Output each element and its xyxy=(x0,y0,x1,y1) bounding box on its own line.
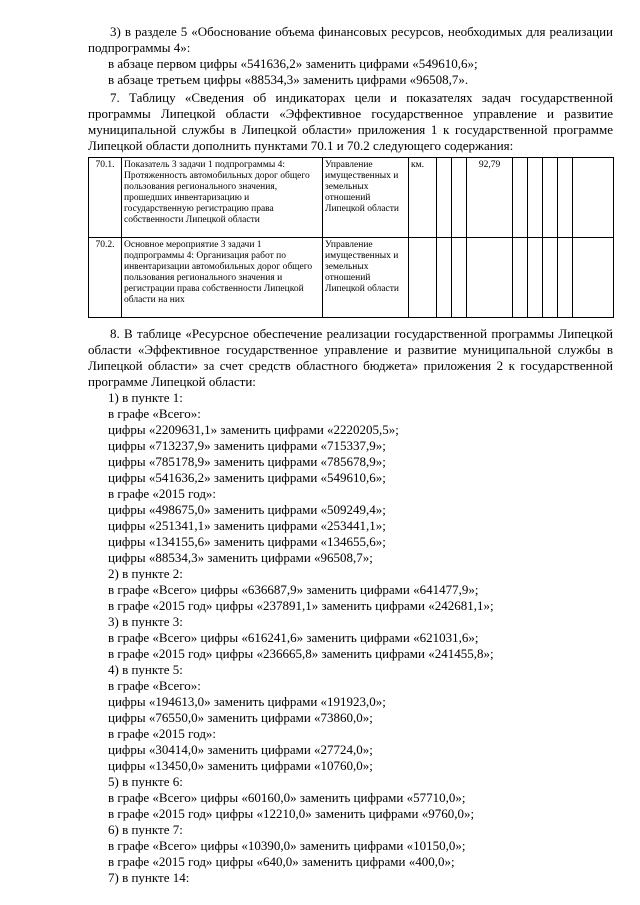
list-item: цифры «498675,0» заменить цифрами «509249,4»; xyxy=(108,502,386,517)
list-item: 6) в пункте 7: xyxy=(108,822,183,837)
row-cell xyxy=(543,238,558,318)
indicators-table xyxy=(88,157,614,318)
list-item: 3) в пункте 3: xyxy=(108,614,183,629)
row-cell xyxy=(467,238,513,318)
row-name: Показатель 3 задачи 1 подпрограммы 4: Протяженность автомобильных дорог общего пользования регионального значения, прошедших инвентаризацию и государственную регистрацию права собственности Липецкой области xyxy=(122,158,323,238)
list-item: в графе «Всего» цифры «60160,0» заменить цифрами «57710,0»; xyxy=(108,790,466,805)
list-item: цифры «30414,0» заменить цифрами «27724,0»; xyxy=(108,742,373,757)
row-cell xyxy=(437,238,452,318)
list-item: цифры «251341,1» заменить цифрами «253441,1»; xyxy=(108,518,386,533)
row-cell xyxy=(437,158,452,238)
list-item: в графе «Всего»: xyxy=(108,678,201,693)
list-item: в графе «2015 год»: xyxy=(108,726,217,741)
table-row xyxy=(89,158,614,238)
list-item: в графе «Всего»: xyxy=(108,406,201,421)
list-item: цифры «134155,6» заменить цифрами «134655,6»; xyxy=(108,534,386,549)
row-cell xyxy=(558,238,573,318)
row-unit: км. xyxy=(409,158,437,238)
paragraph-item-8: 8. В таблице «Ресурсное обеспечение реализации государственной программы Липецкой области «Эффективное государственное управление и развитие муниципальной службы в Липецкой области» за счет средств областного бюджета» приложения 2 к государственной программе Липецкой области: xyxy=(88,326,613,389)
list-item: в графе «2015 год» цифры «237891,1» заменить цифрами «242681,1»; xyxy=(108,598,494,613)
row-cell xyxy=(573,158,614,238)
row-value: 92,79 xyxy=(467,158,513,238)
paragraph-item-3: 3) в разделе 5 «Обоснование объема финансовых ресурсов, необходимых для реализации подпрограммы 4»: xyxy=(88,24,613,55)
table-row xyxy=(89,238,614,318)
list-item: в графе «2015 год» цифры «640,0» заменить цифрами «400,0»; xyxy=(108,854,455,869)
row-cell xyxy=(543,158,558,238)
list-item: в графе «2015 год» цифры «12210,0» заменить цифрами «9760,0»; xyxy=(108,806,475,821)
row-cell xyxy=(528,158,543,238)
list-item: цифры «541636,2» заменить цифрами «549610,6»; xyxy=(108,470,386,485)
list-item: 2) в пункте 2: xyxy=(108,566,183,581)
list-item: цифры «88534,3» заменить цифрами «96508,7»; xyxy=(108,550,373,565)
list-item: цифры «76550,0» заменить цифрами «73860,0»; xyxy=(108,710,373,725)
row-cell xyxy=(528,238,543,318)
list-item: 5) в пункте 6: xyxy=(108,774,183,789)
list-item: в графе «2015 год»: xyxy=(108,486,217,501)
list-item: 7) в пункте 14: xyxy=(108,870,190,885)
row-cell xyxy=(452,238,467,318)
row-unit xyxy=(409,238,437,318)
list-item: цифры «785178,9» заменить цифрами «785678,9»; xyxy=(108,454,386,469)
list-item: в графе «Всего» цифры «616241,6» заменить цифрами «621031,6»; xyxy=(108,630,479,645)
list-item: в графе «Всего» цифры «636687,9» заменить цифрами «641477,9»; xyxy=(108,582,479,597)
row-name: Основное мероприятие 3 задачи 1 подпрограммы 4: Организация работ по инвентаризации автомобильных дорог общего пользования регионального значения и регистрации права собственности Липецкой области на них xyxy=(122,238,323,318)
row-cell xyxy=(513,158,528,238)
list-item: 1) в пункте 1: xyxy=(108,390,183,405)
row-executor: Управление имущественных и земельных отношений Липецкой области xyxy=(323,158,409,238)
row-executor: Управление имущественных и земельных отношений Липецкой области xyxy=(323,238,409,318)
list-item: цифры «713237,9» заменить цифрами «715337,9»; xyxy=(108,438,386,453)
row-cell xyxy=(558,158,573,238)
row-cell xyxy=(452,158,467,238)
row-number: 70.1. xyxy=(89,158,122,238)
list-item: в графе «Всего» цифры «10390,0» заменить цифрами «10150,0»; xyxy=(108,838,466,853)
row-number: 70.2. xyxy=(89,238,122,318)
row-cell xyxy=(573,238,614,318)
row-cell xyxy=(513,238,528,318)
list-item: цифры «194613,0» заменить цифрами «191923,0»; xyxy=(108,694,386,709)
list-item: в графе «2015 год» цифры «236665,8» заменить цифрами «241455,8»; xyxy=(108,646,494,661)
list-item: цифры «13450,0» заменить цифрами «10760,0»; xyxy=(108,758,373,773)
paragraph-item-3a: в абзаце первом цифры «541636,2» заменить цифрами «549610,6»; xyxy=(108,56,478,71)
list-item: 4) в пункте 5: xyxy=(108,662,183,677)
paragraph-item-3b: в абзаце третьем цифры «88534,3» заменить цифрами «96508,7». xyxy=(108,72,469,87)
list-item: цифры «2209631,1» заменить цифрами «2220205,5»; xyxy=(108,422,399,437)
paragraph-item-7: 7. Таблицу «Сведения об индикаторах цели и показателях задач государственной программы Липецкой области «Эффективное государственное управление и развитие муниципальной службы в Липецкой области» приложения 1 к государственной программе Липецкой области дополнить пунктами 70.1 и 70.2 следующего содержания: xyxy=(88,90,613,153)
